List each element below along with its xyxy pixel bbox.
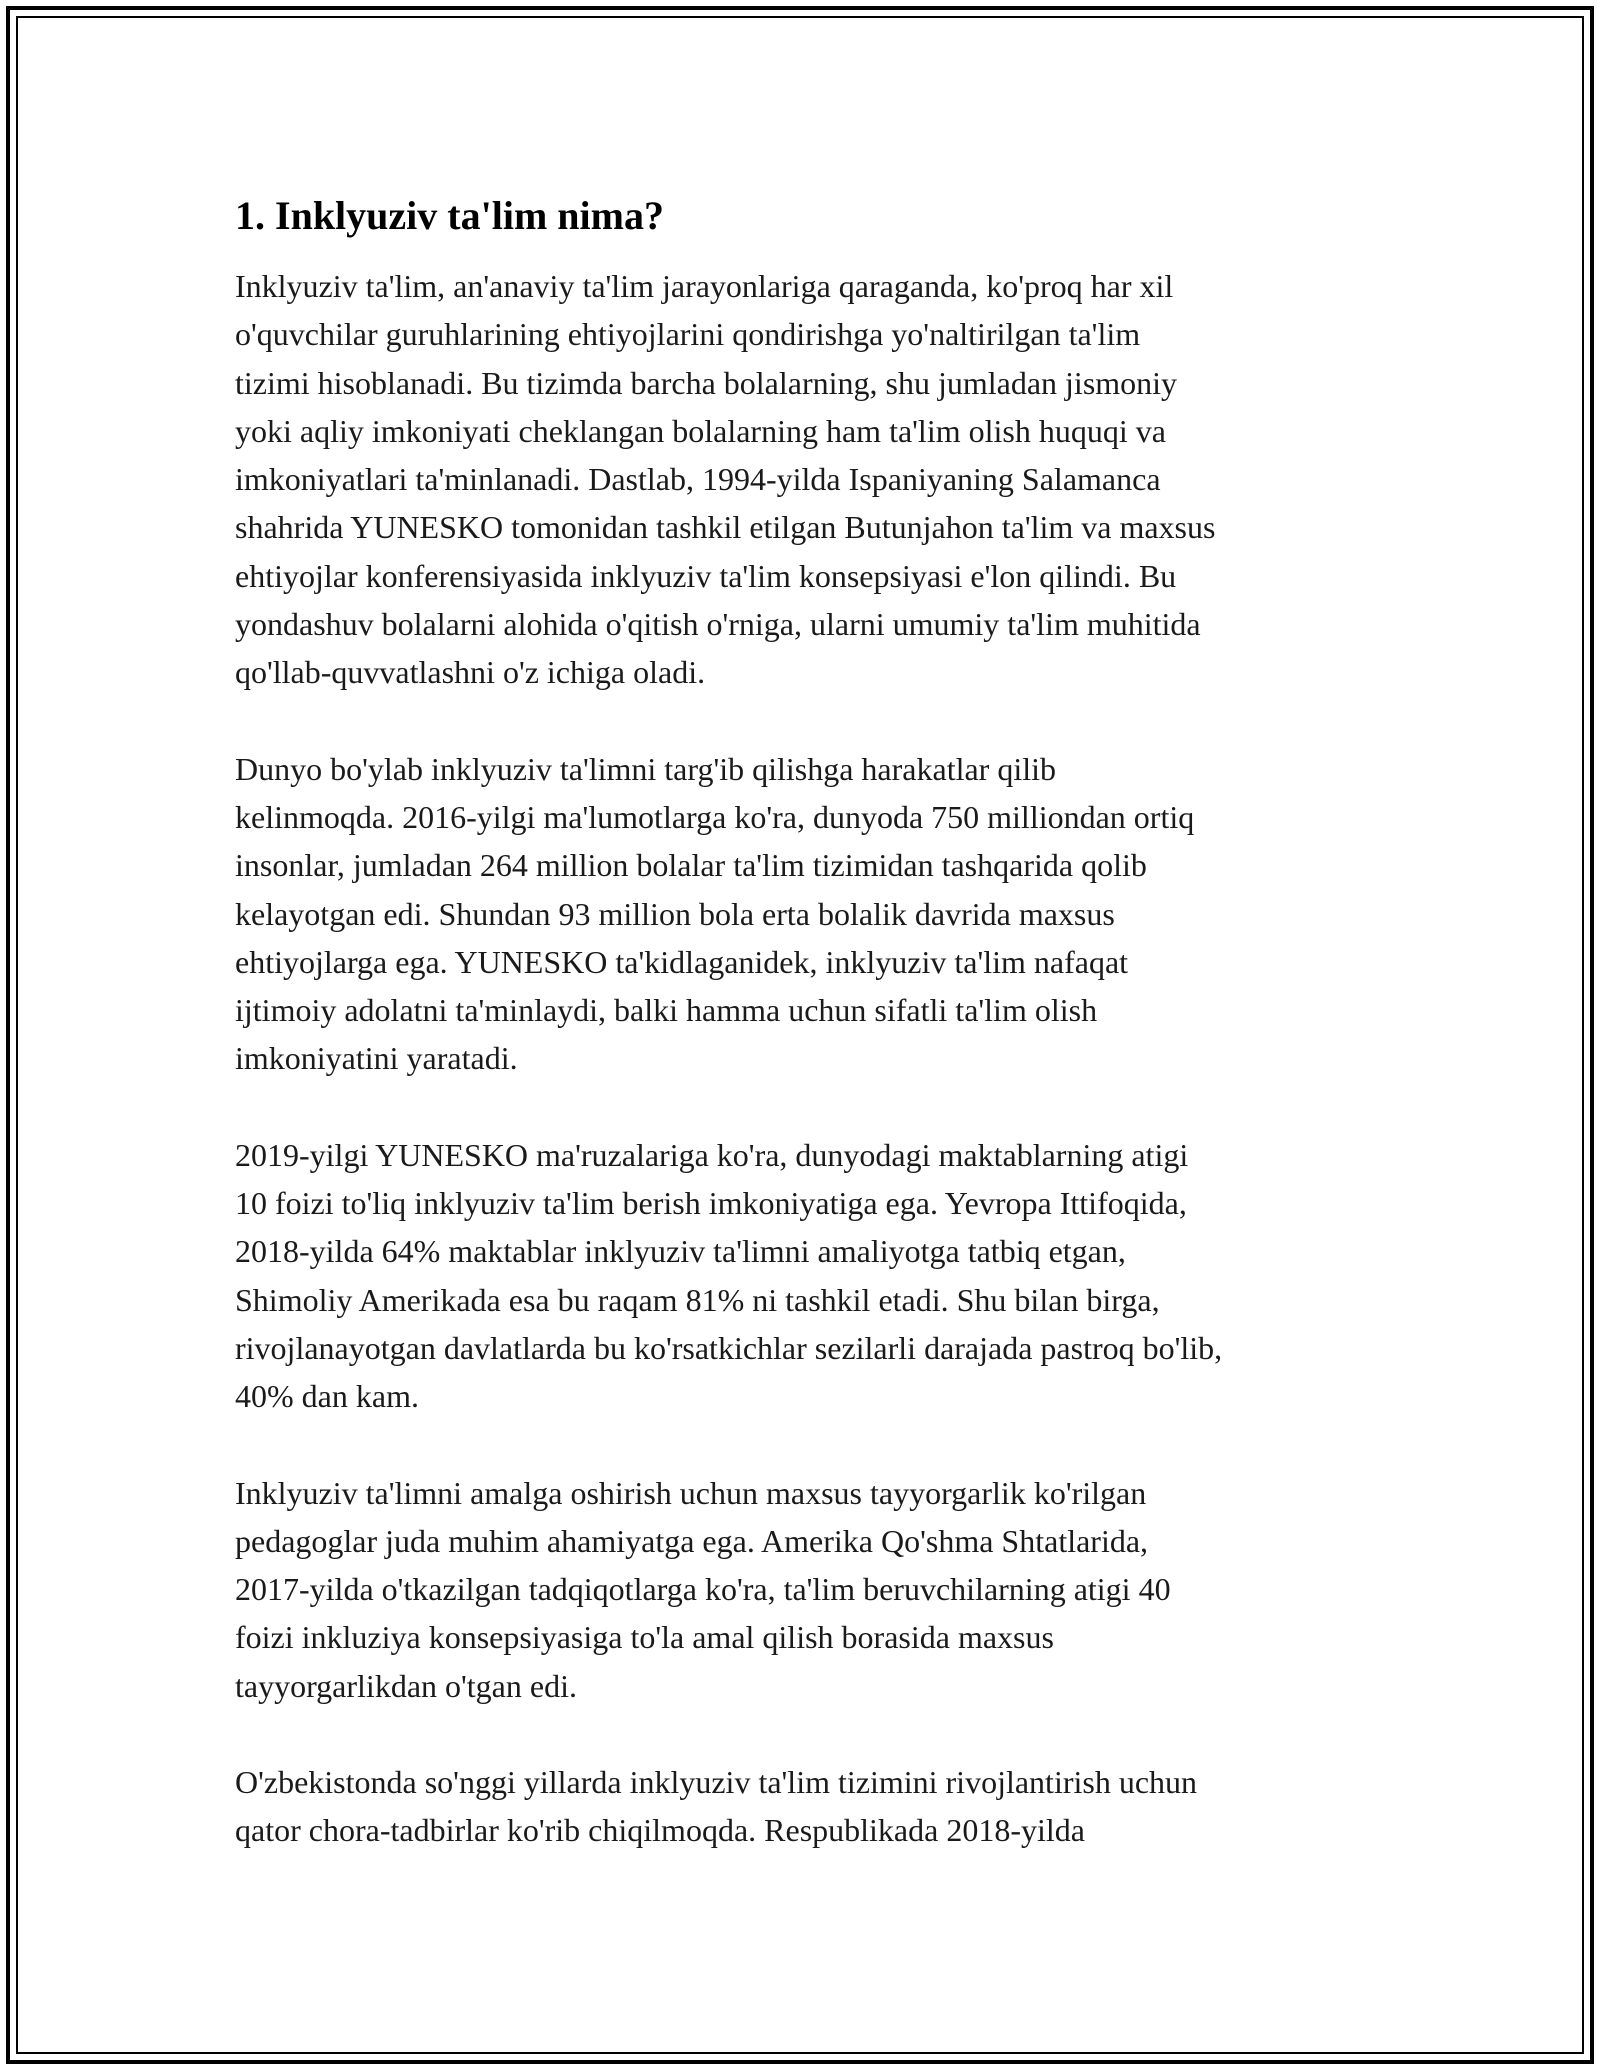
text-line: 2018-yilda 64% maktablar inklyuziv ta'limni amaliyotga tatbiq etgan, (235, 1233, 1126, 1270)
document-body (235, 184, 1375, 1855)
paragraph-5 (235, 1758, 1375, 1855)
text-line: yondashuv bolalarni alohida o'qitish o'rniga, ularni umumiy ta'lim muhitida (235, 606, 1201, 643)
text-line: qator chora-tadbirlar ko'rib chiqilmoqda. Respublikada 2018-yilda (235, 1812, 1085, 1849)
text-line: O'zbekistonda so'nggi yillarda inklyuziv ta'lim tizimini rivojlantirish uchun (235, 1764, 1198, 1801)
paragraph-2 (235, 745, 1375, 1083)
text-line: ehtiyojlar konferensiyasida inklyuziv ta'lim konsepsiyasi e'lon qilindi. Bu (235, 557, 1177, 594)
text-line: Inklyuziv ta'lim, an'anaviy ta'lim jarayonlariga qaraganda, ko'proq har xil (235, 268, 1174, 304)
text-line: kelayotgan edi. Shundan 93 million bola erta bolalik davrida maxsus (235, 895, 1115, 932)
text-line: kelinmoqda. 2016-yilgi ma'lumotlarga ko'ra, dunyoda 750 milliondan ortiq (235, 798, 1195, 835)
text-line: foizi inkluziya konsepsiyasiga to'la amal qilish borasida maxsus (235, 1619, 1054, 1656)
text-line: shahrida YUNESKO tomonidan tashkil etilgan Butunjahon ta'lim va maxsus (235, 509, 1216, 546)
text-line: 40% dan kam. (235, 1378, 419, 1415)
text-line: ijtimoiy adolatni ta'minlaydi, balki hamma uchun sifatli ta'lim olish (235, 992, 1098, 1029)
text-line: imkoniyatini yaratadi. (235, 1040, 518, 1077)
text-line: tizimi hisoblanadi. Bu tizimda barcha bolalarning, shu jumladan jismoniy (235, 364, 1178, 401)
text-line: pedagoglar juda muhim ahamiyatga ega. Amerika Qo'shma Shtatlarida, (235, 1522, 1149, 1559)
text-line: Dunyo bo'ylab inklyuziv ta'limni targ'ib qilishga harakatlar qilib (235, 750, 1056, 787)
text-line: o'quvchilar guruhlarining ehtiyojlarini qondirishga yo'naltirilgan ta'lim (235, 316, 1141, 353)
text-line: Inklyuziv ta'limni amalga oshirish uchun maxsus tayyorgarlik ko'rilgan (235, 1474, 1147, 1511)
text-line: rivojlanayotgan davlatlarda bu ko'rsatkichlar sezilarli darajada pastroq bo'lib, (235, 1329, 1223, 1366)
paragraph-1 (235, 262, 1375, 697)
text-line: yoki aqliy imkoniyati cheklangan bolalarning ham ta'lim olish huquqi va (235, 412, 1166, 449)
paragraph-4 (235, 1469, 1375, 1710)
paragraph-3 (235, 1131, 1375, 1421)
text-line: tayyorgarlikdan o'tgan edi. (235, 1667, 577, 1704)
section-heading: 1. Inklyuziv ta'lim nima? (235, 193, 664, 238)
text-line: imkoniyatlari ta'minlanadi. Dastlab, 1994-yilda Ispaniyaning Salamanca (235, 461, 1161, 498)
text-line: insonlar, jumladan 264 million bolalar ta'lim tizimidan tashqarida qolib (235, 847, 1147, 884)
text-line: 10 foizi to'liq inklyuziv ta'lim berish imkoniyatiga ega. Yevropa Ittifoqida, (235, 1185, 1187, 1222)
text-line: ehtiyojlarga ega. YUNESKO ta'kidlaganidek, inklyuziv ta'lim nafaqat (235, 943, 1129, 980)
text-line: qo'llab-quvvatlashni o'z ichiga oladi. (235, 654, 706, 691)
text-line: Shimoliy Amerikada esa bu raqam 81% ni tashkil etadi. Shu bilan birga, (235, 1281, 1160, 1318)
text-line: 2019-yilgi YUNESKO ma'ruzalariga ko'ra, dunyodagi maktablarning atigi (235, 1136, 1189, 1173)
text-line: 2017-yilda o'tkazilgan tadqiqotlarga ko'ra, ta'lim beruvchilarning atigi 40 (235, 1571, 1171, 1608)
